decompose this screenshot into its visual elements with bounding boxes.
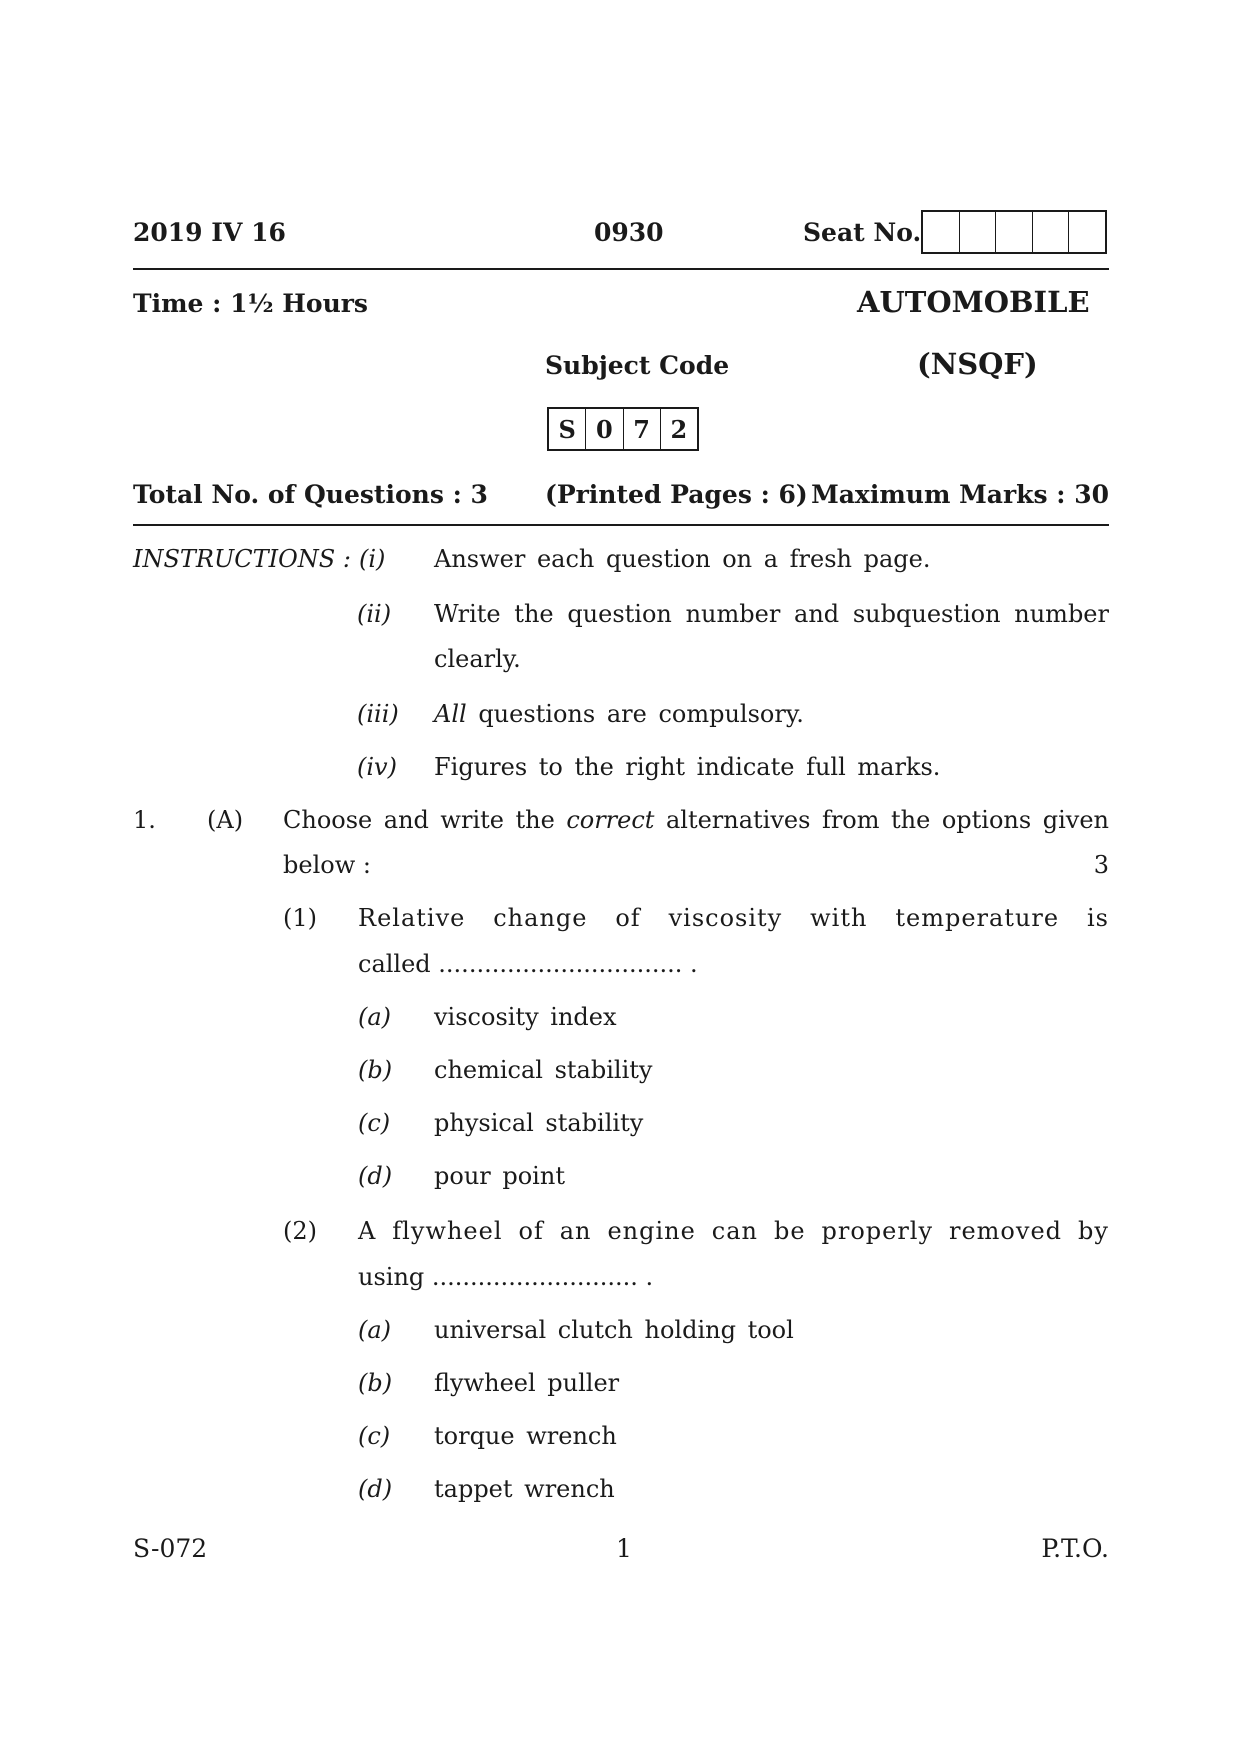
option-text: tappet wrench — [434, 1475, 615, 1503]
code-char: 7 — [624, 409, 661, 449]
word: subquestion — [852, 600, 1001, 628]
instruction-text-justified — [434, 600, 1109, 628]
word: of — [615, 904, 641, 932]
time-allowed: Time : 1½ Hours — [133, 289, 368, 318]
option-label: (b) — [358, 1056, 393, 1084]
option-label: (d) — [358, 1162, 393, 1190]
word: the — [515, 806, 555, 834]
word: number — [1014, 600, 1109, 628]
instruction-number: (ii) — [357, 600, 392, 628]
instruction-text: Figures to the right indicate full marks. — [434, 753, 941, 781]
word: from — [821, 806, 880, 834]
word: with — [810, 904, 868, 932]
please-turn-over: P.T.O. — [1041, 1534, 1109, 1563]
seat-cell[interactable] — [960, 212, 997, 252]
word: Choose — [283, 806, 373, 834]
code-char: 2 — [670, 414, 688, 444]
subject-name: AUTOMOBILE — [857, 285, 1090, 319]
word: question — [567, 600, 672, 628]
seat-number-boxes[interactable] — [921, 210, 1107, 254]
word: of — [518, 1217, 544, 1245]
word: be — [773, 1217, 806, 1245]
word: Write — [434, 600, 501, 628]
word: and — [794, 600, 840, 628]
word: by — [1077, 1217, 1109, 1245]
option-text: viscosity index — [434, 1003, 617, 1031]
option-text: pour point — [434, 1162, 565, 1190]
emphasis: correct — [566, 806, 655, 834]
subquestion-text — [358, 1217, 1109, 1245]
subquestion-text — [358, 904, 1109, 932]
totals-divider — [133, 524, 1109, 526]
question-stem — [283, 806, 1109, 834]
instruction-number: (i) — [359, 545, 386, 573]
word: write — [440, 806, 504, 834]
word: given — [1042, 806, 1109, 834]
option-text: physical stability — [434, 1109, 644, 1137]
subquestion-text-continued: called ................................ . — [358, 950, 698, 978]
code-char: S — [549, 409, 586, 449]
word: A — [358, 1217, 377, 1245]
option-label: (c) — [358, 1422, 391, 1450]
subquestion-number: (1) — [283, 904, 317, 932]
word: options — [941, 806, 1032, 834]
word: is — [1086, 904, 1109, 932]
word: engine — [607, 1217, 696, 1245]
option-label: (a) — [358, 1003, 392, 1031]
word: Relative — [358, 904, 466, 932]
paper-code: 0930 — [594, 218, 664, 247]
word: alternatives — [665, 806, 811, 834]
option-text: universal clutch holding tool — [434, 1316, 794, 1344]
instruction-number: (iii) — [357, 700, 399, 728]
seat-cell[interactable] — [923, 212, 960, 252]
printed-pages: (Printed Pages : 6) — [545, 480, 808, 509]
word: temperature — [895, 904, 1060, 932]
seat-cell[interactable] — [1069, 212, 1105, 252]
word: the — [891, 806, 931, 834]
maximum-marks: Maximum Marks : 30 — [811, 480, 1109, 509]
instruction-number: (iv) — [357, 753, 397, 781]
word: can — [711, 1217, 758, 1245]
question-stem-continued: below : — [283, 851, 371, 879]
word: properly — [821, 1217, 934, 1245]
option-text: torque wrench — [434, 1422, 617, 1450]
instruction-text: Answer each question on a fresh page. — [434, 545, 931, 573]
subquestion-text-continued: using ........................... . — [358, 1263, 654, 1291]
subject-code-label: Subject Code — [545, 351, 730, 380]
seat-cell[interactable] — [996, 212, 1033, 252]
word: number — [685, 600, 781, 628]
exam-code: 2019 IV 16 — [133, 218, 286, 247]
header-divider — [133, 268, 1109, 270]
option-label: (d) — [358, 1475, 393, 1503]
instructions-title: INSTRUCTIONS : — [133, 545, 351, 573]
seat-label: Seat No. — [803, 218, 922, 247]
word: removed — [949, 1217, 1063, 1245]
subquestion-number: (2) — [283, 1217, 317, 1245]
word: the — [514, 600, 554, 628]
page-number: 1 — [616, 1534, 632, 1563]
option-text: flywheel puller — [434, 1369, 620, 1397]
subject-code-boxes — [547, 407, 699, 451]
instruction-text-continued: clearly. — [434, 645, 521, 673]
word: change — [493, 904, 588, 932]
word: and — [383, 806, 429, 834]
option-text: chemical stability — [434, 1056, 653, 1084]
question-part: (A) — [207, 806, 244, 834]
question-marks: 3 — [1093, 851, 1109, 879]
option-label: (c) — [358, 1109, 391, 1137]
word: an — [559, 1217, 592, 1245]
seat-cell[interactable] — [1033, 212, 1070, 252]
code-char: 0 — [586, 409, 623, 449]
instruction-rest: questions are compulsory. — [466, 700, 804, 728]
word: viscosity — [668, 904, 783, 932]
option-label: (a) — [358, 1316, 392, 1344]
footer-code: S-072 — [133, 1534, 208, 1563]
option-label: (b) — [358, 1369, 393, 1397]
emphasis: All — [434, 700, 467, 728]
word: flywheel — [392, 1217, 503, 1245]
instruction-text — [434, 700, 804, 728]
question-number: 1. — [133, 806, 156, 834]
subject-subtitle: (NSQF) — [917, 347, 1038, 381]
total-questions: Total No. of Questions : 3 — [133, 480, 488, 509]
